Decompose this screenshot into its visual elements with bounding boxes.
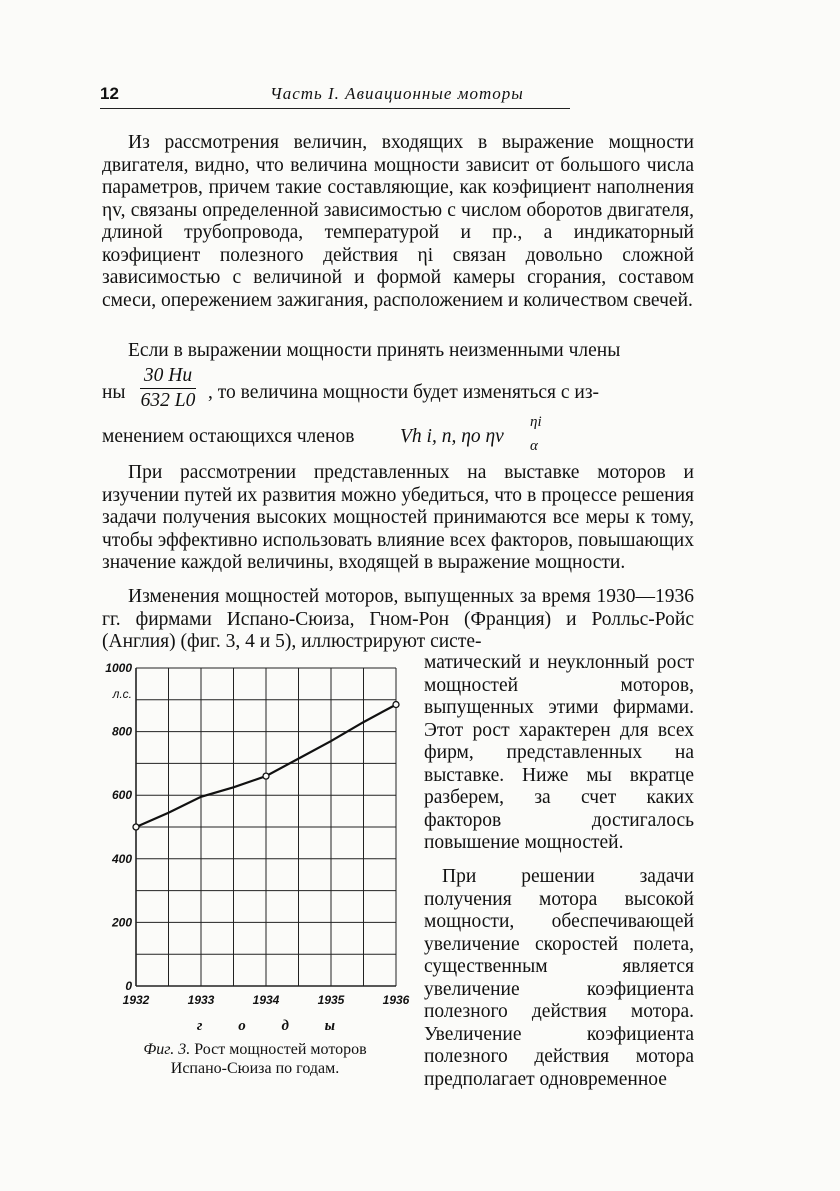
running-title: Часть I. Авиационные моторы (270, 84, 524, 103)
header-rule (100, 108, 570, 109)
chart-svg (100, 660, 410, 1040)
formula-numerator: 30 Hu (143, 365, 193, 386)
y-tick-label: 1000 (105, 661, 132, 675)
caption-line-1 (100, 1040, 410, 1059)
x-tick-label: 1934 (252, 993, 280, 1007)
data-point-marker (393, 702, 399, 708)
members-vars: Vh i, n, ηo ηv (400, 426, 504, 447)
formula-fraction (136, 364, 200, 413)
paragraph-1 (102, 132, 694, 312)
formula-denominator: 632 L0 (140, 390, 196, 411)
y-tick-label: 400 (111, 851, 132, 866)
members-line (102, 414, 694, 460)
y-tick-label: 0 (125, 979, 132, 993)
caption-text-1: Рост мощностей моторов (194, 1041, 367, 1058)
formula-line (102, 364, 694, 424)
side-column-b (424, 866, 694, 1091)
y-tick-label: 600 (111, 788, 132, 803)
x-tick-label: 1932 (122, 993, 150, 1007)
formula-prefix: ны (102, 382, 126, 403)
x-tick-label: 1935 (317, 993, 345, 1007)
figure-3-chart (100, 660, 410, 1080)
formula-suffix: , то величина мощности будет изменяться с из- (208, 382, 600, 403)
paragraph-2 (102, 340, 694, 363)
paragraph-2-text: Если в выражении мощности принять неизменными члены (128, 340, 621, 361)
paragraph-4-text: Изменения мощностей моторов, выпущенных за время 1930—1936 гг. фирмами Испано-Сюиза, Гном-Рон (Франция) и Ролльс-Ройс (Англия) (фиг. 3, 4 и 5), иллюстрируют систе- (102, 586, 694, 652)
paragraph-4 (102, 586, 694, 654)
data-point-marker (263, 773, 269, 779)
page-number: 12 (100, 84, 119, 103)
data-point-marker (133, 824, 139, 830)
y-tick-label: 800 (111, 724, 132, 739)
members-frac-den: α (530, 438, 538, 454)
figure-caption (100, 1040, 410, 1078)
side-column-b-text: При решении задачи получения мотора высокой мощности, обеспечивающей увеличение скоростей полета, существенным является увеличение коэфициента полезного действия мотора. Увеличение коэфициента полезного действия мотора предполагает одновременное (424, 866, 694, 1090)
paragraph-3 (102, 462, 694, 575)
side-column-a-text: матический и неуклонный рост мощностей моторов, выпущенных этими фирмами. Этот рост характерен для всех фирм, представленных на выставке. Ниже мы вкратце разберем, за счет каких факторов достигалось повышение мощностей. (424, 652, 694, 853)
x-axis-title: г о д ы (196, 1018, 352, 1034)
paragraph-1-text: Из рассмотрения величин, входящих в выражение мощности двигателя, видно, что величина мощности зависит от большого числа параметров, причем такие составляющие, как коэфициент наполнения ηv, связаны определенной зависимостью с числом оборотов двигателя, длиной трубопровода, температурой и пр., а индикаторный коэфициент полезного действия ηi связан довольно сложной зависимостью с величиной и формой камеры сгорания, составом смеси, опережением зажигания, расположением и количеством свечей. (102, 132, 694, 311)
y-tick-label: 200 (111, 915, 132, 930)
running-header (100, 84, 570, 110)
x-tick-label: 1936 (382, 993, 410, 1007)
paragraph-3-text: При рассмотрении представленных на выставке моторов и изучении путей их развития можно убедиться, что в процессе решения задачи получения высоких мощностей принимаются все меры к тому, чтобы эффективно использовать влияние всех факторов, повышающих значение каждой величины, входящей в выражение мощности. (102, 462, 694, 573)
caption-label: Фиг. 3. (143, 1041, 191, 1058)
y-axis-unit: л.с. (112, 687, 132, 701)
members-text: менением остающихся членов (102, 426, 355, 447)
members-frac-num: ηi (530, 414, 542, 430)
x-tick-label: 1933 (187, 993, 215, 1007)
side-column-a (424, 652, 694, 855)
caption-text-2: Испано-Сюиза по годам. (170, 1060, 340, 1077)
